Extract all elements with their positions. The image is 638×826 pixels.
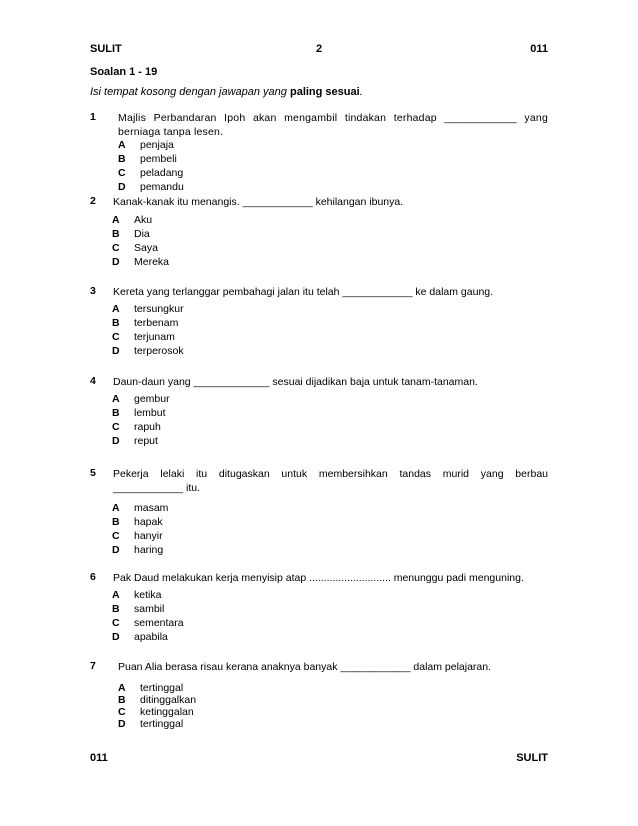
- option-letter: D: [112, 345, 120, 357]
- option[interactable]: [118, 166, 184, 180]
- question-5: [90, 467, 548, 555]
- page-header: [90, 43, 548, 57]
- option[interactable]: [112, 392, 170, 406]
- option-text: sementara: [134, 617, 184, 629]
- instruction-bold: paling sesuai: [289, 86, 360, 98]
- option-letter: B: [118, 153, 126, 165]
- question-number: 1: [90, 111, 96, 123]
- option[interactable]: [118, 138, 184, 152]
- option[interactable]: [118, 152, 184, 166]
- option[interactable]: [112, 602, 184, 616]
- header-left: SULIT: [90, 43, 122, 55]
- option-text: Aku: [134, 214, 153, 226]
- option-text: Dia: [134, 228, 150, 240]
- option[interactable]: [112, 630, 184, 644]
- option-letter: B: [112, 317, 120, 329]
- question-line: Puan Alia berasa risau kerana anaknya banyak ____________ dalam pelajaran.: [118, 661, 492, 673]
- option-text: Saya: [134, 242, 158, 254]
- option[interactable]: [118, 682, 196, 694]
- question-7: [90, 660, 548, 735]
- option-text: tertinggal: [140, 682, 184, 694]
- option-text: ketinggalan: [140, 706, 194, 718]
- option-letter: C: [112, 617, 120, 629]
- options: [112, 501, 168, 557]
- option[interactable]: [112, 529, 168, 543]
- option-letter: C: [112, 530, 120, 542]
- options: [118, 138, 184, 194]
- option-text: apabila: [134, 631, 168, 643]
- option-text: ditinggalkan: [140, 694, 197, 706]
- options: [112, 588, 184, 644]
- option[interactable]: [112, 543, 168, 557]
- question-number: 6: [90, 571, 96, 583]
- section-title: Soalan 1 - 19: [90, 66, 158, 78]
- option-letter: D: [118, 181, 126, 193]
- option-text: tertinggal: [140, 718, 184, 730]
- header-right: 011: [530, 43, 548, 55]
- option-text: reput: [134, 435, 158, 447]
- option-text: peladang: [140, 167, 184, 179]
- option-letter: C: [112, 331, 120, 343]
- option-letter: A: [112, 214, 120, 226]
- question-line: Pekerja lelaki itu ditugaskan untuk membersihkan tandas murid yang berbau: [113, 468, 548, 480]
- options: [112, 302, 184, 358]
- option-letter: B: [112, 516, 120, 528]
- question-1: [90, 111, 548, 193]
- option-letter: B: [112, 603, 120, 615]
- option-text: Mereka: [134, 256, 170, 268]
- option-text: pembeli: [140, 153, 177, 165]
- question-line: berniaga tanpa lesen.: [118, 126, 224, 138]
- question-number: 5: [90, 467, 96, 479]
- option-text: terjunam: [134, 331, 175, 343]
- question-6: [90, 571, 548, 646]
- option-letter: B: [112, 228, 120, 240]
- option-letter: D: [118, 718, 126, 730]
- option-text: hanyir: [134, 530, 163, 542]
- question-text: [118, 111, 548, 139]
- option[interactable]: [118, 718, 196, 730]
- option-letter: B: [112, 407, 120, 419]
- option[interactable]: [112, 255, 169, 269]
- question-number: 3: [90, 285, 96, 297]
- option-letter: D: [112, 256, 120, 268]
- option-text: haring: [134, 544, 164, 556]
- option-letter: D: [112, 544, 120, 556]
- options: [118, 682, 196, 730]
- question-line: ____________ itu.: [113, 482, 200, 494]
- question-number: 7: [90, 660, 96, 672]
- footer-left: 011: [90, 752, 108, 764]
- option-text: sambil: [134, 603, 165, 615]
- instruction-end: .: [359, 86, 363, 98]
- question-text: [113, 467, 548, 495]
- option[interactable]: [112, 588, 184, 602]
- option-letter: C: [112, 421, 120, 433]
- option-text: masam: [134, 502, 169, 514]
- question-4: [90, 375, 548, 450]
- option-letter: A: [118, 682, 126, 694]
- instruction-text: Isi tempat kosong dengan jawapan yang: [90, 86, 290, 98]
- option-text: terbenam: [134, 317, 179, 329]
- question-number: 4: [90, 375, 96, 387]
- instruction: [90, 86, 363, 98]
- option-text: penjaja: [140, 139, 174, 151]
- option[interactable]: [112, 213, 169, 227]
- question-line: Kereta yang terlanggar pembahagi jalan itu telah ____________ ke dalam gaung.: [113, 286, 494, 298]
- option[interactable]: [118, 706, 196, 718]
- options: [112, 392, 170, 448]
- page-number: 2: [315, 43, 323, 55]
- option-text: pemandu: [140, 181, 184, 193]
- option[interactable]: [112, 330, 184, 344]
- option-letter: A: [112, 589, 120, 601]
- option[interactable]: [112, 344, 184, 358]
- option-letter: B: [118, 694, 126, 706]
- option[interactable]: [112, 241, 169, 255]
- option[interactable]: [112, 406, 170, 420]
- option[interactable]: [112, 302, 184, 316]
- option-letter: A: [112, 502, 120, 514]
- option[interactable]: [112, 616, 184, 630]
- option[interactable]: [118, 694, 196, 706]
- option-letter: D: [112, 435, 120, 447]
- options: [112, 213, 169, 269]
- option[interactable]: [112, 434, 170, 448]
- option[interactable]: [112, 420, 170, 434]
- question-line: Pak Daud melakukan kerja menyisip atap ............................ menunggu padi menguning.: [113, 572, 524, 584]
- option[interactable]: [112, 227, 169, 241]
- option-text: rapuh: [134, 421, 161, 433]
- option-letter: A: [118, 139, 126, 151]
- question-line: Majlis Perbandaran Ipoh akan mengambil tindakan terhadap ____________ yang: [118, 112, 548, 124]
- question-line: Kanak-kanak itu menangis. ____________ kehilangan ibunya.: [113, 196, 404, 208]
- question-2: [90, 195, 548, 270]
- option-text: lembut: [134, 407, 166, 419]
- option-text: ketika: [134, 589, 162, 601]
- option[interactable]: [112, 515, 168, 529]
- option[interactable]: [118, 180, 184, 194]
- footer-right: SULIT: [516, 752, 548, 764]
- question-3: [90, 285, 548, 360]
- option-letter: C: [118, 167, 126, 179]
- question-line: Daun-daun yang _____________ sesuai dijadikan baja untuk tanam-tanaman.: [113, 376, 478, 388]
- option-text: terperosok: [134, 345, 184, 357]
- option-text: tersungkur: [134, 303, 184, 315]
- option-letter: C: [112, 242, 120, 254]
- option-letter: A: [112, 303, 120, 315]
- option[interactable]: [112, 316, 184, 330]
- option-letter: A: [112, 393, 120, 405]
- option-text: hapak: [134, 516, 163, 528]
- option-letter: D: [112, 631, 120, 643]
- option[interactable]: [112, 501, 168, 515]
- option-letter: C: [118, 706, 126, 718]
- option-text: gembur: [134, 393, 170, 405]
- page-footer: [90, 752, 548, 766]
- question-number: 2: [90, 195, 96, 207]
